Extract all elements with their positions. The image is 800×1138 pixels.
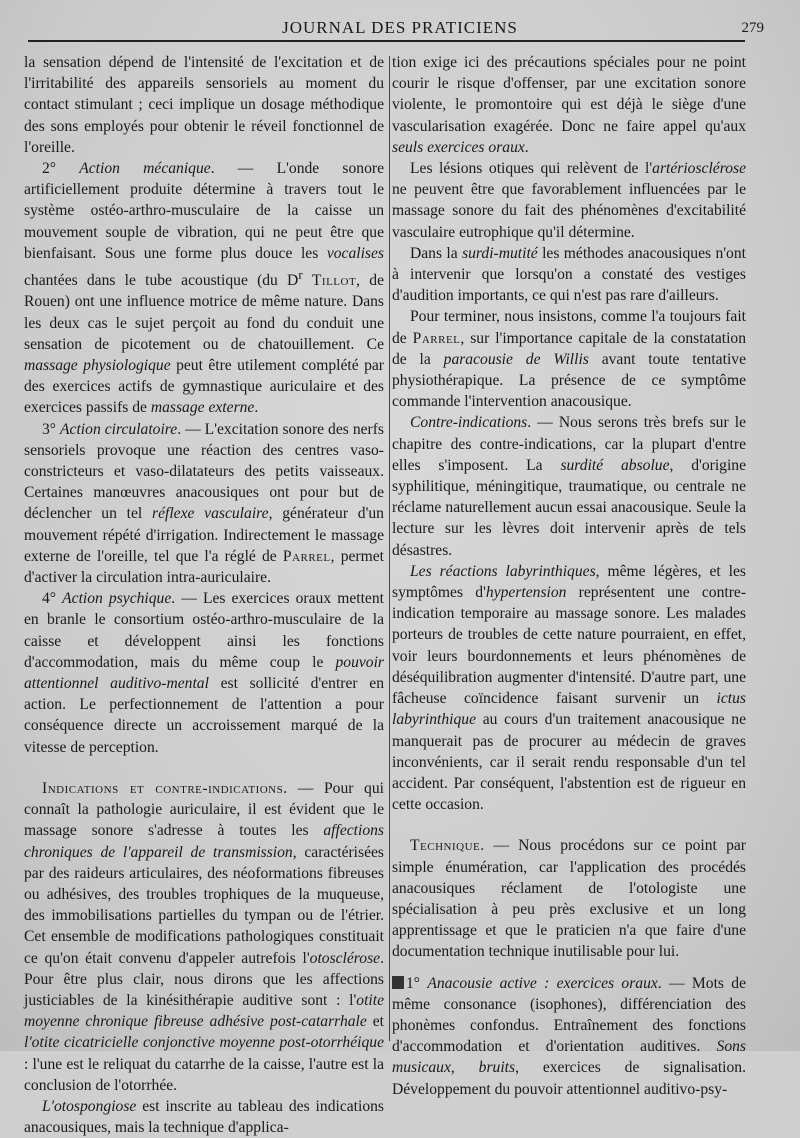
text-run: , permet d'activer la circulation intra-auriculaire. [24, 547, 384, 587]
italic-text: paracousie de Willis [443, 350, 589, 368]
paragraph [392, 52, 746, 158]
text-run: . — L'excitation sonore des nerfs sensoriels provoque une réaction des centres vaso-constricteurs et vaso-dilatateurs des petits vaisseaux. Certaines manœuvres anacousiques ont pour but de déclencher un tel [24, 420, 384, 523]
italic-text: surdité absolue [560, 456, 670, 474]
paragraph [24, 419, 384, 589]
journal-title: JOURNAL DES PRATICIENS [282, 18, 518, 37]
text-run: . — Mots de même consonance (isophones), différenciation des phonèmes confondus. Entraînement des fonctions d'accommodation et d'orientation auditives. [392, 974, 747, 1056]
italic-text: affections chroniques de l'appareil de transmission [24, 822, 384, 861]
italic-text: otosclérose [309, 949, 381, 967]
italic-text: ictus labyrinthique [392, 690, 746, 729]
text-run: et [366, 1013, 384, 1031]
italic-text: Action mécanique [79, 160, 211, 178]
right-column [392, 52, 746, 1100]
italic-text: artériosclérose [652, 160, 746, 178]
text-run: Dans la [410, 244, 463, 262]
text-run: : l'une est le reliquat du catarrhe de la caisse, l'autre est la conclusion de l'otorrhée. [24, 1055, 384, 1094]
text-run: chantées dans le tube acoustique (du D [24, 272, 299, 290]
text-run: , exercices de signalisation. Développement du pouvoir attentionnel auditivo-psy- [392, 1059, 746, 1098]
text-run: Pour terminer, nous insistons, comme l'a toujours fait de [392, 308, 746, 347]
text-run: 2° [42, 160, 80, 178]
smallcaps-text: Indications et contre-indications [42, 779, 284, 797]
paragraph [392, 306, 746, 412]
paragraph [24, 1096, 384, 1138]
text-run: . [254, 399, 259, 417]
paragraph [392, 835, 746, 962]
text-run: tion exige ici des précautions spéciales pour ne point courir le risque d'offenser, par une excitation sonore violente, le promontoire qui est déjà le siège d'une vascularisation exagérée. Donc ne faire appel qu'aux [392, 54, 746, 135]
paragraph [24, 588, 384, 758]
smallcaps-text: Parrel [282, 547, 331, 565]
text-run: les méthodes anacousiques n'ont à intervenir que lorsqu'on a constaté des vestiges d'audition importants, ce qui n'est pas rare d'ailleurs. [392, 244, 746, 305]
italic-text: pouvoir attentionnel auditivo-mental [24, 653, 384, 693]
paragraph [24, 158, 384, 419]
text-run [303, 272, 312, 289]
page-number: 279 [741, 20, 764, 36]
text-run: au cours d'un traitement anacousique ne manquerait pas de procurer au médecin de graves inconvénients, car il serait rendu responsable d'un tel accident. Par conséquent, l'abstention est de rigueur en cette occasion. [392, 711, 746, 814]
italic-text: Anacousie active : exercices oraux [427, 974, 658, 992]
section-marker-icon [392, 976, 404, 989]
text-run: avant toute tentative physiothérapique. La présence de ce symptôme commande l'intervention anacousique. [392, 350, 746, 411]
text-run: est inscrite au tableau des indications anacousiques, mais la technique d'applica- [24, 1097, 384, 1137]
italic-text: Action circulatoire [60, 420, 178, 438]
text-run: représentent une contre-indication temporaire au massage sonore. Les malades porteurs de troubles de cette nature pourraient, en effet, voir leurs bourdonnements et leurs phénomènes de déséquilibration augmenter d'intensité. D'autre part, une fâcheuse coïncidence faisant survenir un [392, 584, 747, 708]
text-run: , même légères, et les symptômes d' [392, 562, 746, 602]
paragraph [392, 243, 746, 307]
italic-text: surdi-mutité [462, 244, 538, 262]
header-rule [28, 40, 745, 42]
italic-text: Action psychique [62, 590, 172, 608]
paragraph [392, 561, 746, 815]
smallcaps-text: Technique [410, 837, 481, 855]
paragraph [392, 973, 746, 1100]
italic-text: Sons musicaux, bruits [392, 1038, 746, 1077]
italic-text: Les réactions labyrinthiques [410, 562, 596, 580]
italic-text: massage externe [150, 399, 255, 417]
running-header [20, 14, 780, 40]
text-run: 4° [42, 590, 63, 608]
text-run: , générateur d'un mouvement répété d'irrigation. Indirectement le massage externe de l'oreille, tel que l'a réglé de [24, 505, 384, 565]
text-run: 3° [42, 420, 61, 438]
text-run: . [524, 138, 529, 156]
text-run: , sur l'importance capitale de la constatation de la [392, 329, 746, 368]
smallcaps-text: Tillot [311, 272, 357, 290]
italic-text: l'otite cicatricielle conjonctive moyenne post-otorrhéique [24, 1034, 384, 1052]
paragraph [24, 52, 384, 158]
italic-text: Contre-indications [410, 414, 528, 432]
italic-text: L'otospongiose [42, 1097, 137, 1115]
text-run: . — Les exercices oraux mettent en branle le consortium ostéo-arthro-musculaire de la caisse et développent ainsi les fonctions d'accommodation, mais du même coup le [24, 590, 384, 671]
text-run: . — Nous procédons sur ce point par simple énumération, car l'application des procédés anacousiques réclament de l'otologiste une spécialisation à peu près exclusive et un long apprentissage et que le praticien n'a que faire d'une documentation technique inutilisable pour lui. [392, 837, 746, 961]
italic-text: seuls exercices oraux [392, 138, 525, 156]
italic-text: massage physiologique [24, 357, 171, 375]
paragraph [24, 778, 384, 1096]
text-run: . — L'onde sonore artificiellement produite détermine à travers tout le système ostéo-arthro-musculaire de la caisse un mouvement souple de vibration, qui ne peut être que bienfaisant. Sous une forme plus douce les [24, 160, 384, 262]
text-run: , caractérisées par des raideurs articulaires, des néoformations fibreuses ou adhésives, des troubles trophiques de la muqueuse, des immobilisations partielles du tympan ou de l'étrier. Cet ensemble de modifications pathologiques constituait ce qu'on était convenu d'appeler autrefois l' [24, 843, 384, 967]
text-run: r [298, 267, 303, 283]
column-rule [389, 56, 390, 1041]
paragraph [392, 158, 746, 243]
text-run: la sensation dépend de l'intensité de l'excitation et de l'irritabilité des appareils sensoriels au moment du contact stimulant ; ceci implique un dosage méthodique des sons employés pour obtenir le réveil fonctionnel de l'oreille. [24, 54, 384, 156]
text-run: est sollicité d'entrer en action. Le perfectionnement de l'attention a pour conséquence directe un accroissement marqué de la vitesse de perception. [24, 675, 384, 756]
text-run: peut être utilement complété par des exercices actifs de gymnastique auriculaire et des exercices passifs de [24, 357, 384, 417]
text-run: . — Nous serons très brefs sur le chapitre des contre-indications, car la plupart d'entre elles s'imposent. La [392, 414, 746, 474]
text-run: . — Pour qui connaît la pathologie auriculaire, il est évident que le massage sonore s'adresse à toutes les [24, 779, 384, 840]
text-run: 1° [406, 974, 428, 992]
italic-text: otite moyenne chronique fibreuse adhésive post-catarrhale [24, 991, 384, 1031]
text-run: , d'origine syphilitique, méningitique, traumatique, ou centrale ne réclame naturellement aucun essai anacousique. Seule la lecture sur les lèvres doit intervenir après de tels désastres. [392, 456, 747, 559]
text-run: . Pour être plus clair, nous dirons que les affections justiciables de la kinésithérapie auditive sont : l' [24, 949, 384, 1009]
paragraph [392, 412, 746, 560]
left-column [24, 52, 384, 1138]
italic-text: réflexe vasculaire [152, 505, 269, 523]
text-run: Les lésions otiques qui relèvent de l' [410, 160, 653, 178]
italic-text: vocalises [326, 244, 384, 262]
text-run: , de Rouen) ont une influence motrice de même nature. Dans les deux cas le sujet perçoit au fond du conduit une sensation de picotement ou de chatouillement. Ce [24, 272, 384, 353]
smallcaps-text: Parrel [412, 329, 461, 347]
text-run: ne peuvent être que favorablement influencées par le massage sonore du fait des phénomènes d'excitabilité vasculaire eutrophique qu'il détermine. [392, 181, 746, 241]
italic-text: hypertension [485, 584, 567, 602]
